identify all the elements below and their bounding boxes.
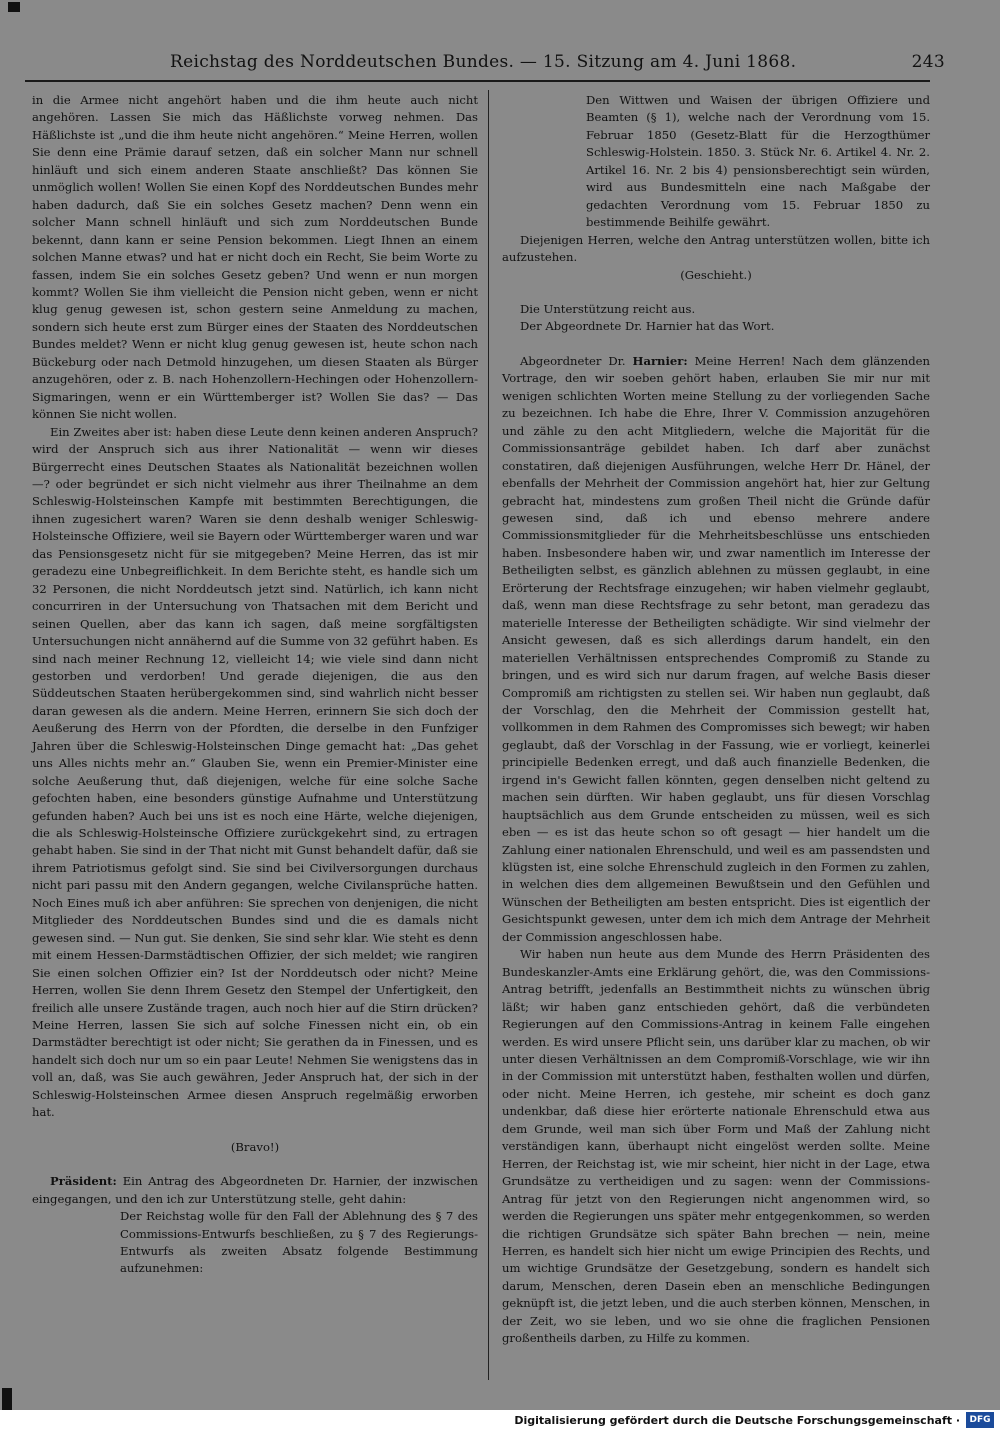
speech-text: Meine Herren! Nach dem glänzenden Vortrage, den wir soeben gehört haben, erlauben Sie mir nur mit wenigen schlichten Worten meine Stellung zu der vorliegenden Sache zu bezeichnen. Ich habe die Ehre, Ihrer V. Commission anzugehören und zähle zu den acht Mitgliedern, welche die Majorität für die Commissionsanträge gebildet haben. Ich darf aber zunächst constatiren, daß diejenigen Ausführungen, welche Herr Dr. Hänel, der ebenfalls der Mehrheit der Commission angehört hat, hier zur Geltung gebracht hat, mindestens zum großen Theil nicht die Gründe dafür gewesen sind, daß ich und ebenso mehrere andere Commissionsmitglieder für die Mehrheitsbeschlüsse uns entschieden haben. Insbesondere haben wir, und zwar namentlich im Interesse der Betheiligten selbst, es gänzlich ablehnen zu müssen geglaubt, in eine Erörterung der Rechtsfrage einzugehen; wir haben vielmehr geglaubt, daß, wenn man diese Rechtsfrage zu sehr betont, man geradezu das materielle Interesse der Betheiligten schädigte. Wir sind vielmehr der Ansicht gewesen, daß es sich allerdings darum handelt, ein den materiellen Verhältnissen entsprechendes Compromiß zu Stande zu bringen, und es wird sich nur darum fragen, auf welche Basis dieser Compromiß am richtigsten zu stellen sei. Wir haben nun geglaubt, daß der Vorschlag, den die Mehrheit der Commission gestellt hat, vollkommen in dem Rahmen des Compromisses sich bewegt; wir haben geglaubt, daß der Vorschlag in der Fassung, wie er vorliegt, keinerlei principielle Bedenken erregt, und daß auch finanzielle Bedenken, die irgend in's Gewicht fallen könnten, gegen denselben nicht geltend zu machen sein dürften. Wir haben geglaubt, uns für diesen Vorschlag hauptsächlich aus dem Grunde entscheiden zu müssen, weil es sich eben — es ist das heute schon so oft gesagt — hier handelt um die Zahlung einer nationalen Ehrenschuld, und weil es am passendsten und klügsten ist, eine solche Ehrenschuld zugleich in den Formen zu zahlen, in welchen dies dem allgemeinen Bewußtsein und den Gefühlen und Wünschen der Betheiligten am besten entspricht. Dies ist eigentlich der Gesichtspunkt gewesen, unter dem ich mich dem Antrage der Mehrheit der Commission angeschlossen habe.: [502, 353, 930, 944]
motion-quote: Der Reichstag wolle für den Fall der Ablehnung des § 7 des Commissions-Entwurfs beschließen, zu § 7 des Regierungs-Entwurfs als zweiten Absatz folgende Bestimmung aufzunehmen:: [120, 1209, 478, 1276]
speaker-prefix: Abgeordneter Dr.: [520, 353, 626, 368]
speaker-label: Harnier:: [632, 353, 688, 368]
header-rule: [25, 80, 930, 82]
page-number: 243: [911, 52, 945, 72]
paragraph: Diejenigen Herren, welche den Antrag unterstützen wollen, bitte ich aufzustehen.: [502, 232, 930, 265]
left-column: [32, 92, 478, 1278]
paragraph: Der Abgeordnete Dr. Harnier hat das Wort.: [520, 319, 775, 334]
column-divider: [488, 90, 489, 1380]
dfg-logo: DFG: [966, 1412, 994, 1428]
interjection-geschieht: (Geschieht.): [680, 267, 752, 282]
paragraph: Wir haben nun heute aus dem Munde des Herrn Präsidenten des Bundeskanzler-Amts eine Erklärung gehört, die, was den Commissions-Antrag betrifft, jedenfalls an Bestimmtheit nichts zu wünschen übrig läßt; wir haben ganz entschieden gehört, daß die verbündeten Regierungen auf den Commissions-Antrag in keinem Falle eingehen werden. Es wird unsere Pflicht sein, uns darüber klar zu machen, ob wir unter diesen Verhältnissen an dem Compromiß-Vorschlage, wie wir ihn in der Commission mit unterstützt haben, festhalten wollen und dürfen, oder nicht. Meine Herren, ich gestehe, mir scheint es doch ganz undenkbar, daß diese hier erörterte nationale Ehrenschuld etwa aus dem Grunde, weil man sich über Form und Maß der Zahlung nicht verständigen kann, überhaupt nicht eingelöst werden sollte. Meine Herren, der Reichstag ist, wie mir scheint, hier nicht in der Lage, etwa Grundsätze zu vertheidigen und zu sagen: wenn der Commissions-Antrag für jetzt von den Regierungen nicht angenommen wird, so werden die Regierungen uns später mehr entgegenkommen, so werden die richtigen Grundsätze sich später Bahn brechen — nein, meine Herren, es handelt sich hier nicht um ewige Principien des Rechts, und um wichtige Grundsätze der Gesetzgebung, sondern es handelt sich darum, Menschen, deren Dasein eben an menschliche Bedingungen geknüpft ist, die jetzt leben, und die auch sterben können, Menschen, in der Zeit, wo sie leben, und wo sie ohne die fraglichen Pensionen großentheils darben, zu Hilfe zu kommen.: [502, 947, 930, 1346]
paragraph: [32, 1173, 478, 1208]
paragraph: Die Unterstützung reicht aus.: [520, 301, 696, 316]
running-title: Reichstag des Norddeutschen Bundes. — 15. Sitzung am 4. Juni 1868.: [170, 52, 797, 72]
interjection-bravo: (Bravo!): [230, 1139, 280, 1154]
speech-text: Ein Antrag des Abgeordneten Dr. Harnier, der inzwischen eingegangen, und den ich zur Unterstützung stelle, geht dahin:: [32, 1174, 478, 1206]
paragraph: in die Armee nicht angehört haben und die ihm heute auch nicht angehören. Lassen Sie mich das Häßlichste vorweg nehmen. Das Häßlichste ist „und die ihm heute nicht angehören.“ Meine Herren, wollen Sie denn eine Prämie darauf setzen, daß ein solcher Mann nur schnell hinläuft und sich einem anderen Staate anschließt? Das können Sie unmöglich wollen! Wollen Sie einen Kopf des Norddeutschen Bundes mehr haben dadurch, daß Sie ein solches Gesetz machen? Denn wenn ein solcher Mann schnell hinläuft und sich zum Norddeutschen Bunde bekennt, dann kann er seine Pension bekommen. Liegt Ihnen an einem solchen Manne etwas? und hat er nicht doch ein Recht, Sie beim Worte zu fassen, indem Sie ein solches Gesetz geben? Und wenn er nun morgen kommt? Wollen Sie ihm vielleicht die Pension nicht geben, wenn er nicht klug genug gewesen ist, schon gestern seine Anmeldung zu machen, sondern sich heute erst zum Bürger eines der Staaten des Norddeutschen Bundes meldet? Wenn er nicht klug genug gewesen ist, heute schon nach Bückeburg oder nach Detmold hinzugehen, um diesen Staaten als Bürger anzugehören, oder z. B. nach Hohenzollern-Hechingen oder Hohenzollern-Sigmaringen, wenn er ein Württemberger ist? Wollen Sie das? — Das können Sie nicht wollen.: [32, 93, 478, 422]
page-header: [25, 50, 945, 76]
motion-quote-continued: Den Wittwen und Waisen der übrigen Offiziere und Beamten (§ 1), welche nach der Verordnung vom 15. Februar 1850 (Gesetz-Blatt für die Herzogthümer Schleswig-Holstein. 1850. 3. Stück Nr. 6. Artikel 4. Nr. 2. Artikel 16. Nr. 2 bis 4) pensionsberechtigt sein würden, wird aus Bundesmitteln eine nach Maßgabe der gedachten Verordnung vom 15. Februar 1850 zu bestimmende Beihilfe gewährt.: [586, 93, 930, 230]
paragraph: [502, 353, 930, 946]
right-column: [502, 92, 930, 1348]
footer-bar: [0, 1410, 1000, 1432]
speaker-label: Präsident:: [50, 1174, 117, 1189]
scan-edge-mark: [8, 2, 20, 12]
funding-notice: Digitalisierung gefördert durch die Deutsche Forschungsgemeinschaft ·: [514, 1414, 960, 1427]
scan-corner-mark: [2, 1388, 12, 1410]
paragraph: Ein Zweites aber ist: haben diese Leute denn keinen anderen Anspruch? wird der Anspruch sich aus ihrer Nationalität — wenn wir dieses Bürgerrecht eines Deutschen Staates als Nationalität bezeichnen wollen —? oder begründet er sich nicht vielmehr aus ihrer Theilnahme an dem Schleswig-Holsteinschen Kampfe mit bestimmten Berechtigungen, die ihnen zugesichert waren? Waren sie denn deshalb weniger Schleswig-Holsteinsche Offiziere, weil sie Bayern oder Württemberger waren und war das Pensionsgesetz nicht für sie mitgegeben? Meine Herren, das ist mir geradezu eine Unbegreiflichkeit. In dem Berichte steht, es handle sich um 32 Personen, die nicht Norddeutsch jetzt sind. Natürlich, ich kann nicht concurriren in der Untersuchung von Thatsachen mit dem Bericht und seinen Quellen, aber das kann ich sagen, daß meine sorgfältigsten Untersuchungen nicht annähernd auf die Summe von 32 geführt haben. Es sind nach meiner Rechnung 12, vielleicht 14; wie viele sind dann nicht gestorben und verdorben! Und gerade diejenigen, die aus den Süddeutschen Staaten herübergekommen sind, sind wahrlich nicht besser daran gewesen als die andern. Meine Herren, erinnern Sie sich doch der Aeußerung des Herrn von der Pfordten, die derselbe in den Funfziger Jahren über die Schleswig-Holsteinschen Dinge gemacht hat: „Das gehet uns Alles nichts mehr an.“ Glauben Sie, wenn ein Premier-Minister eine solche Aeußerung thut, daß diejenigen, welche für eine solche Sache gefochten haben, eine besonders günstige Aufnahme und Unterstützung gefunden haben? Auch bei uns ist es noch eine Härte, welche diejenigen, die als Schleswig-Holsteinsche Offiziere zurückgekehrt sind, zu ertragen gehabt haben. Sie sind in der That nicht mit Gunst behandelt dafür, daß sie ihrem Patriotismus gefolgt sind. Sie sind bei Civilversorgungen durchaus nicht pari passu mit den Andern gegangen, welche Civilansprüche hatten. Noch Eines muß ich aber anführen: Sie sprechen von denjenigen, die nicht Mitglieder des Norddeutschen Bundes sind und die es damals nicht gewesen sind. — Nun gut. Sie denken, Sie sind sehr klar. Wie steht es denn mit einem Hessen-Darmstädtischen Offizier, der sich meldet; wie rangiren Sie einen solchen Offizier ein? Ist der Norddeutsch oder nicht? Meine Herren, wollen Sie denn Ihrem Gesetz den Stempel der Unfertigkeit, den freilich alle unsere Zustände tragen, auch noch hier auf die Stirn drücken? Meine Herren, lassen Sie sich auf solche Finessen nicht ein, ob ein Darmstädter berechtigt ist oder nicht; Sie gerathen da in Finessen, und es handelt sich doch nur um so ein paar Leute! Nehmen Sie wenigstens das in voll an, daß, was Sie auch gewähren, Jeder Anspruch hat, der sich in der Schleswig-Holsteinschen Armee diesen Anspruch regelmäßig erworben hat.: [32, 424, 478, 1120]
